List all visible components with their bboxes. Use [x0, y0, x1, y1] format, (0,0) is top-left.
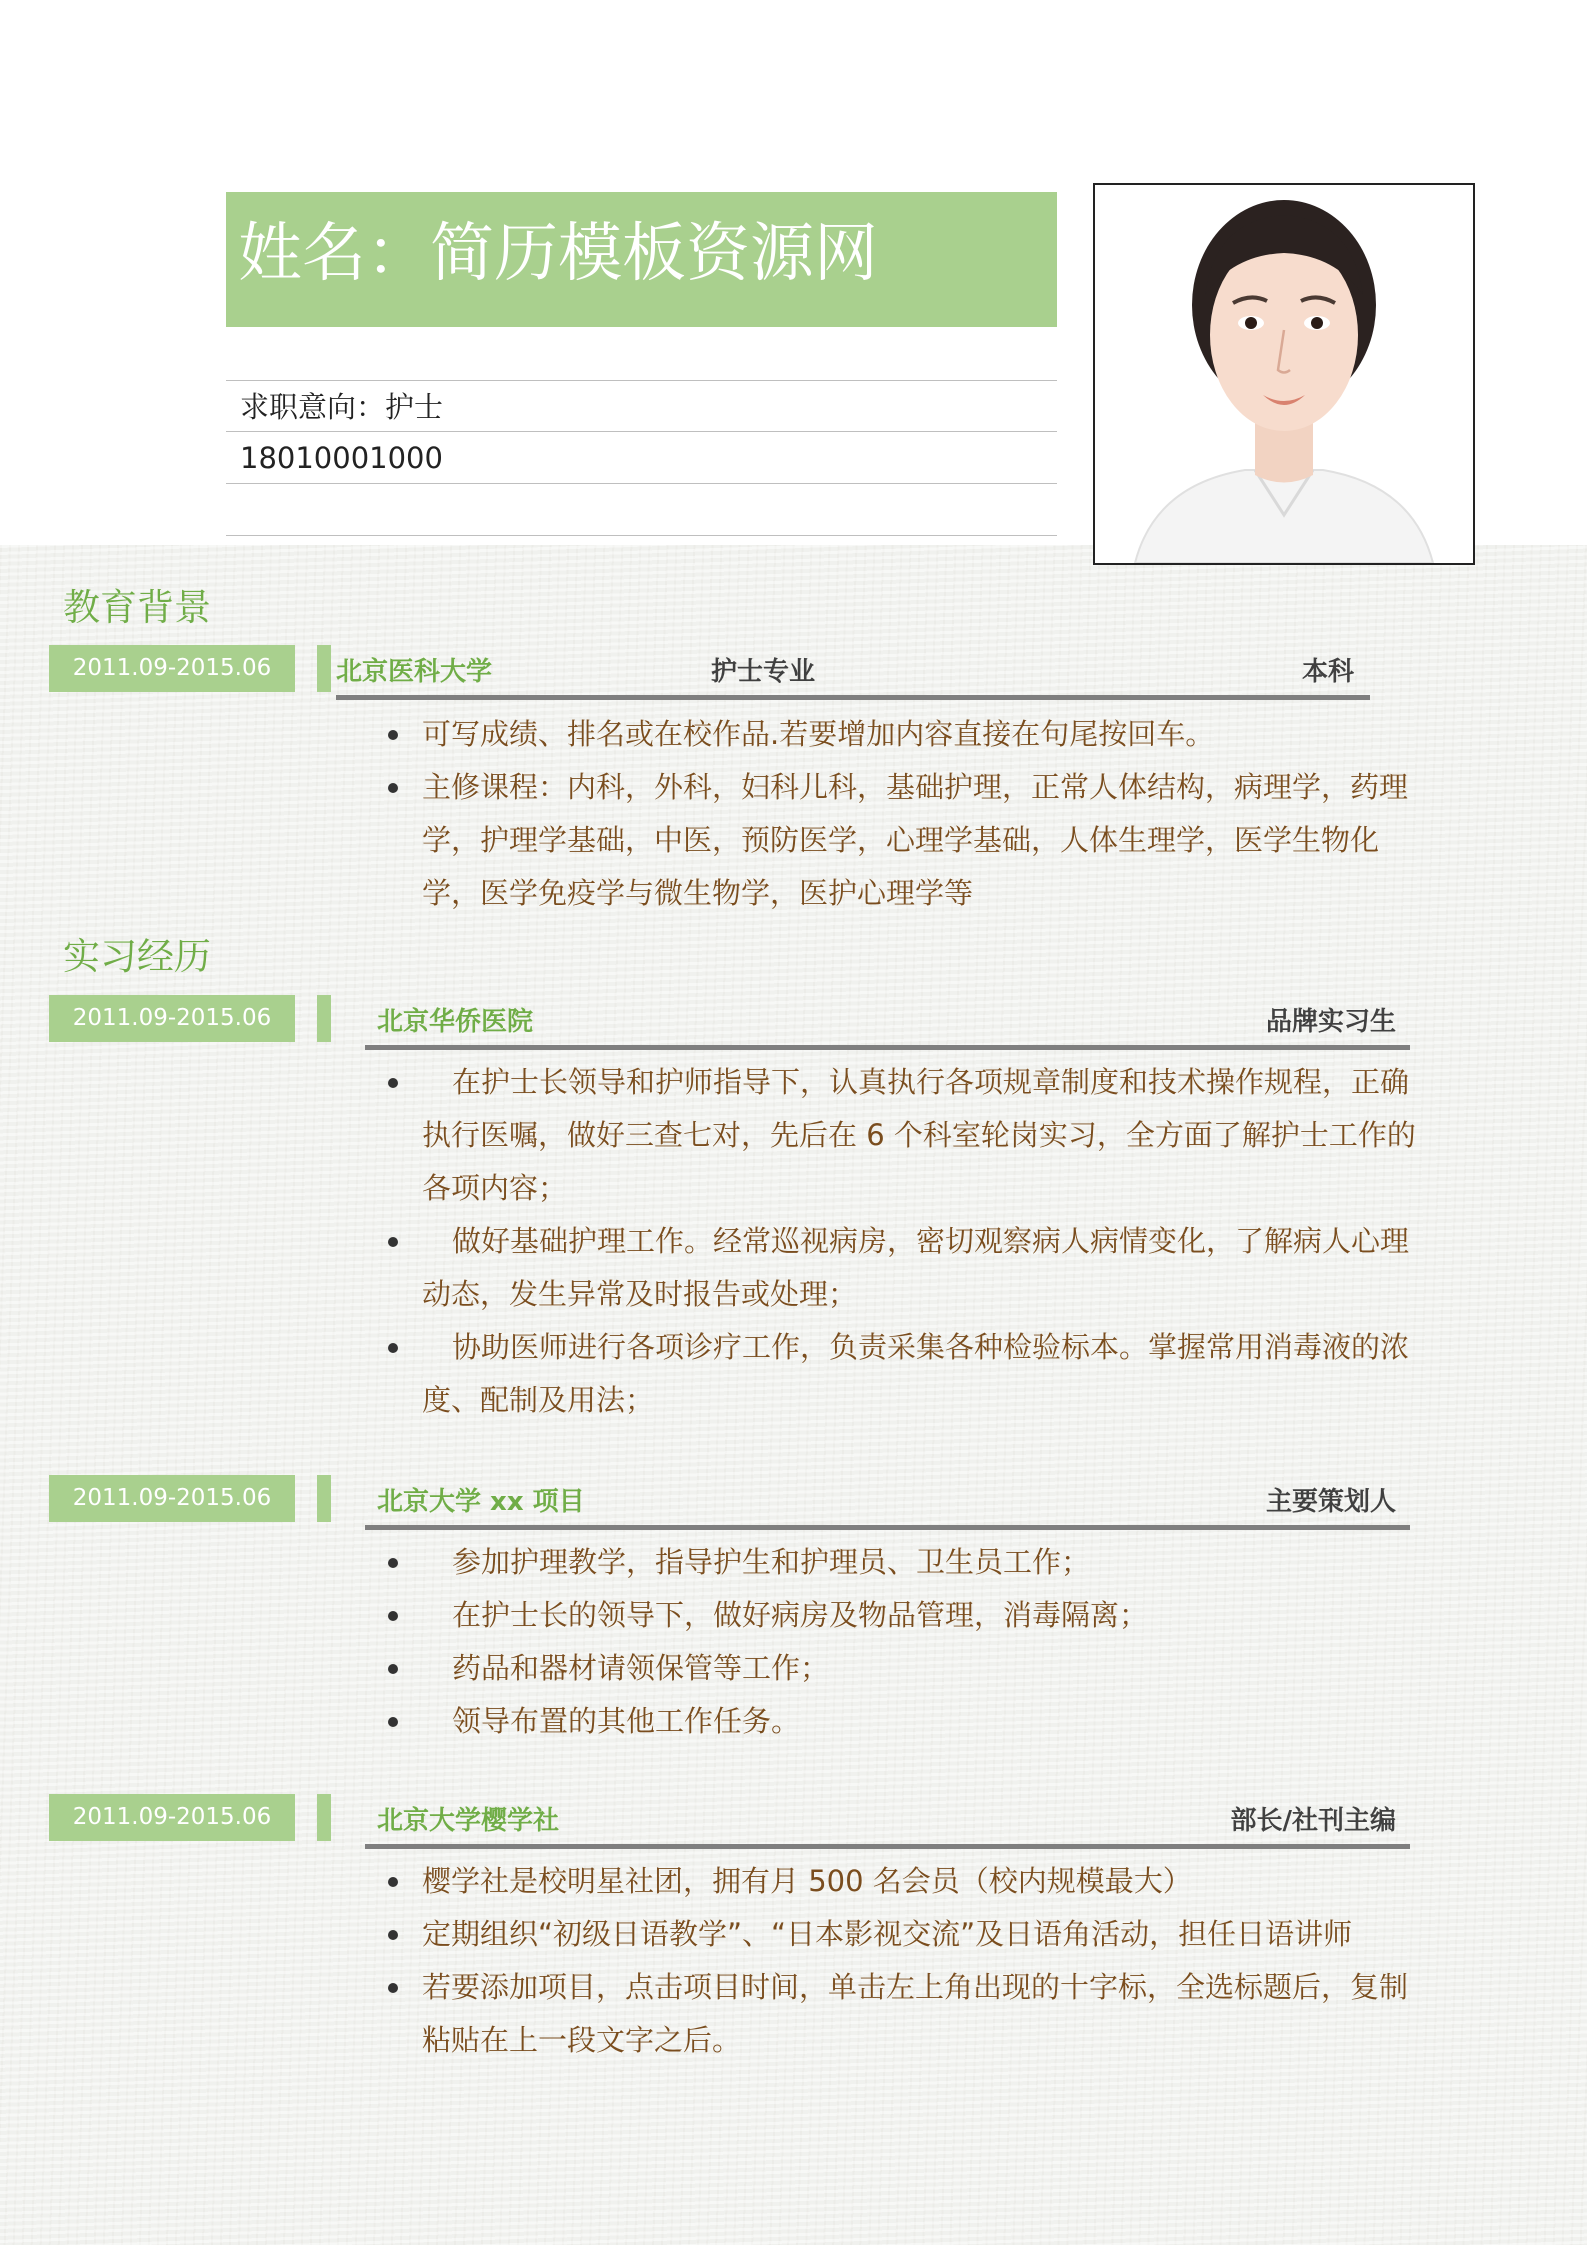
accent-bar — [317, 645, 331, 692]
bullet-dot — [388, 1237, 398, 1247]
bullet-dot — [388, 783, 398, 793]
education-entry-header — [336, 649, 1370, 700]
internship-bullets — [422, 1855, 1420, 2067]
list-item: 若要添加项目，点击项目时间，单击左上角出现的十字标，全选标题后，复制粘贴在上一段文字之后。 — [422, 1961, 1420, 2067]
internship-entry-header — [365, 1798, 1410, 1849]
date-badge: 2011.09-2015.06 — [49, 1794, 295, 1841]
accent-bar — [317, 1794, 331, 1841]
org-name: 北京大学 xx 项目 — [377, 1487, 585, 1517]
role: 部长/社刊主编 — [1230, 1806, 1396, 1836]
bullet-dot — [388, 1717, 398, 1727]
list-item: 主修课程：内科，外科，妇科儿科，基础护理，正常人体结构，病理学，药理学，护理学基础，中医，预防医学，心理学基础，人体生理学，医学生物化学，医学免疫学与微生物学，医护心理学等 — [422, 761, 1417, 920]
divider — [226, 380, 1057, 381]
bullet-dot — [388, 1877, 398, 1887]
phone-number: 18010001000 — [240, 441, 443, 475]
bullet-dot — [388, 1983, 398, 1993]
portrait-image — [1095, 185, 1473, 563]
internship-entry-header — [365, 999, 1410, 1050]
accent-bar — [317, 1475, 331, 1522]
role: 主要策划人 — [1265, 1487, 1396, 1517]
list-item: 可写成绩、排名或在校作品.若要增加内容直接在句尾按回车。 — [422, 708, 1417, 761]
list-item: 在护士长的领导下，做好病房及物品管理，消毒隔离； — [422, 1589, 1422, 1642]
list-item: 领导布置的其他工作任务。 — [422, 1695, 1422, 1748]
school-name: 北京医科大学 — [336, 657, 493, 687]
accent-bar — [317, 995, 331, 1042]
list-item: 药品和器材请领保管等工作； — [422, 1642, 1422, 1695]
bullet-dot — [388, 1078, 398, 1088]
bullet-dot — [388, 730, 398, 740]
bullet-dot — [388, 1930, 398, 1940]
org-name: 北京华侨医院 — [377, 1007, 534, 1037]
bullet-dot — [388, 1558, 398, 1568]
list-item: 定期组织“初级日语教学”、“日本影视交流”及日语角活动，担任日语讲师 — [422, 1908, 1420, 1961]
internship-entry-header — [365, 1479, 1410, 1530]
date-badge: 2011.09-2015.06 — [49, 645, 295, 692]
bullet-dot — [388, 1343, 398, 1353]
internship-bullets — [422, 1536, 1422, 1748]
list-item: 樱学社是校明星社团，拥有月 500 名会员（校内规模最大） — [422, 1855, 1420, 1908]
job-intention: 求职意向：护士 — [240, 390, 444, 424]
date-badge: 2011.09-2015.06 — [49, 1475, 295, 1522]
internship-bullets — [422, 1056, 1422, 1427]
list-item: 参加护理教学，指导护生和护理员、卫生员工作； — [422, 1536, 1422, 1589]
major: 护士专业 — [711, 657, 816, 687]
candidate-name: 姓名：简历模板资源网 — [238, 217, 878, 291]
list-item: 做好基础护理工作。经常巡视病房，密切观察病人病情变化，了解病人心理动态，发生异常及时报告或处理； — [422, 1215, 1422, 1321]
list-item: 在护士长领导和护师指导下，认真执行各项规章制度和技术操作规程，正确执行医嘱，做好三查七对，先后在 6 个科室轮岗实习，全方面了解护士工作的各项内容； — [422, 1056, 1422, 1215]
divider — [226, 535, 1057, 536]
bullet-dot — [388, 1664, 398, 1674]
divider — [226, 483, 1057, 484]
org-name: 北京大学樱学社 — [377, 1806, 560, 1836]
education-bullets — [422, 708, 1417, 920]
divider — [226, 431, 1057, 432]
degree: 本科 — [1301, 657, 1354, 687]
list-item: 协助医师进行各项诊疗工作，负责采集各种检验标本。掌握常用消毒液的浓度、配制及用法； — [422, 1321, 1422, 1427]
date-badge: 2011.09-2015.06 — [49, 995, 295, 1042]
section-title-education: 教育背景 — [63, 586, 211, 629]
bullet-dot — [388, 1611, 398, 1621]
profile-photo — [1093, 183, 1475, 565]
section-title-internship: 实习经历 — [63, 935, 211, 978]
name-banner — [226, 192, 1057, 327]
role: 品牌实习生 — [1265, 1007, 1396, 1037]
